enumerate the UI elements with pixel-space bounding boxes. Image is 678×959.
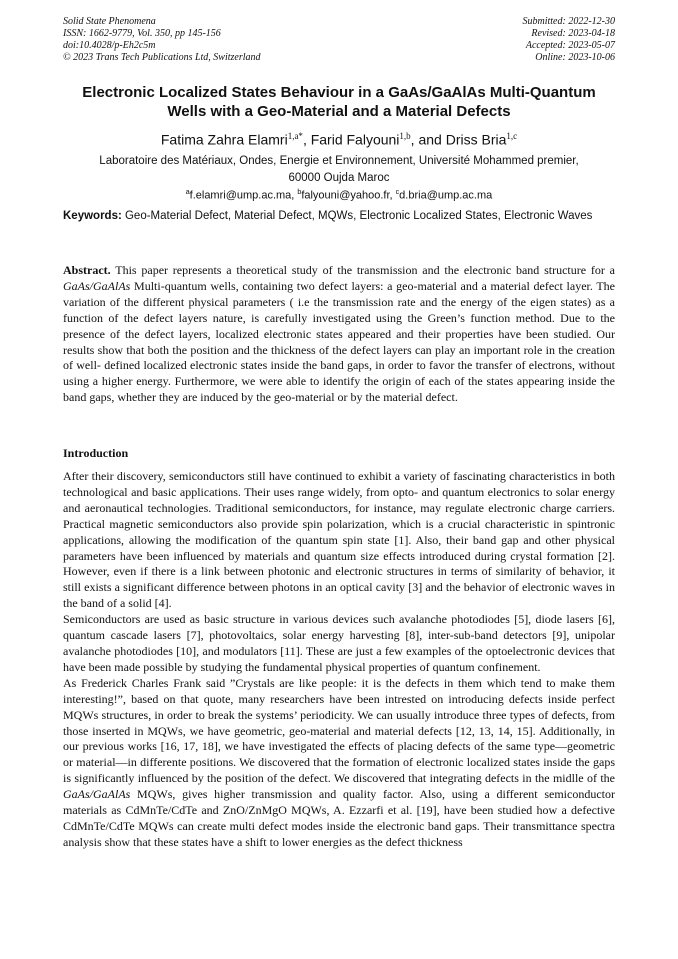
keywords-text: Geo-Material Defect, Material Defect, MQWs, Electronic Localized States, Electronic Waves: [121, 210, 593, 222]
journal-copyright: © 2023 Trans Tech Publications Ltd, Switzerland: [63, 52, 261, 63]
publication-dates: [523, 16, 616, 64]
affiliation-line-1: Laboratoire des Matériaux, Ondes, Energie et Environnement, Université Mohammed premier,: [99, 155, 579, 167]
email-link[interactable]: falyouni@yahoo.fr: [301, 189, 390, 202]
abstract-paragraph: [63, 263, 615, 406]
abstract-math: GaAs/GaAlAs: [63, 278, 131, 293]
email-mark: c: [395, 189, 400, 196]
intro-paragraph-3: [63, 676, 615, 851]
introduction: [63, 469, 615, 851]
journal-doi: doi:10.4028/p-Eh2c5m: [63, 40, 156, 51]
affiliation: [60, 153, 618, 187]
email-separator: ,: [291, 189, 298, 202]
author-list: [60, 127, 618, 149]
paper-title: [60, 83, 618, 121]
intro-paragraph-1: After their discovery, semiconductors still have continued to exhibit a variety of fascinating characteristics in both technological and basic applications. Their uses range widely, from opto- and quantum electronics to solar energy and aeronautical technologies. Traditional semiconductors, for instance, may regulate electronic charge carriers. Practical magnetic semiconductors also provide spin polarization, which is a crucial characteristic in spintronic applications, allowing the modification of the quantum spin state [1]. Also, their band gap and other physical parameters have been influenced by materials and quantum size effects introduced during crystal formation [2]. However, even if there is a link between photonic and electronic structures in terms of similarity of behavior, it still exists a significant difference between photons in an optical cavity [3] and the behavior of electronic waves in the band of a solid [4].: [63, 469, 615, 611]
author-name: Farid Falyouni: [310, 131, 400, 148]
author-name: Fatima Zahra Elamri: [160, 131, 288, 148]
date-submitted: Submitted: 2022-12-30: [522, 16, 615, 27]
email-mark: a: [185, 189, 190, 196]
abstract-label: Abstract.: [63, 263, 111, 277]
keywords: [63, 209, 615, 224]
email-mark: b: [297, 189, 302, 196]
abstract: [63, 263, 615, 406]
journal-info: [63, 16, 261, 64]
intro-text: MQWs, gives higher transmission and quality factor. Also, using a different semiconductor materials as CdMnTe/CdTe and ZnO/ZnMgO MQWs, A. Ezzarfi et al. [19], have been studied how a defective CdMnTe/CdTe MQWs can create multi defect modes inside the electronic band gaps. Their transmittance spectra analysis show that these states have a shift to lower energies as the defect thickness: [63, 787, 615, 849]
email-link[interactable]: d.bria@ump.ac.ma: [399, 189, 493, 202]
intro-text: As Frederick Charles Frank said ”Crystals are like people: it is the defects in them which tend to make them interesting!”, based on that quote, many researchers have been intrested on introducing defects inside perfect MQWs structures, in order to break the systems’ periodicity. We can usually introduce three types of defects, from those inserted in MQWs, we have geometric, geo-material and material defects [12, 13, 14, 15]. Additionally, in our previous works [16, 17, 18], we have investigated the effects of placing defects of the same type—geometric or material—in differente positions. We discovered that the formation of electronic localized states inside the gaps is significantly influenced by the position of the defect. We discovered that integrating defects in the midlle of the: [63, 675, 615, 786]
title-line-2: Wells with a Geo-Material and a Material Defects: [167, 103, 511, 120]
intro-math: GaAs/GaAlAs: [63, 787, 131, 802]
abstract-text: This paper represents a theoretical study of the transmission and the electronic band structure for a: [110, 263, 615, 277]
keywords-label: Keywords:: [63, 210, 122, 222]
author-emails: [60, 186, 618, 203]
author-name: Driss Bria: [445, 131, 507, 148]
date-revised: Revised: 2023-04-18: [531, 28, 615, 39]
intro-paragraph-2: Semiconductors are used as basic structure in various devices such avalanche photodiodes [5], diode lasers [6], quantum cascade lasers [7], photovoltaics, solar energy harvesting [8], inter-sub-band detectors [9], unipolar avalanche photodiodes [10], and modulators [11]. These are just a few examples of the optoelectronic devices that have been made possible by studying the fundamental physical properties of quantum confinement.: [63, 612, 615, 674]
author-affil-mark: 1,c: [506, 131, 518, 141]
journal-name: Solid State Phenomena: [63, 16, 156, 27]
date-accepted: Accepted: 2023-05-07: [525, 40, 615, 51]
date-online: Online: 2023-10-06: [535, 52, 615, 63]
abstract-text: Multi-quantum wells, containing two defect layers: a geo-material and a material defect layer. The variation of the different physical parameters ( i.e the transmission rate and the energy of the eigen states) as a function of the defect layers nature, is carefully investigated using the Green’s function method. Due to the presence of the defect layers, localized electronic states appeared and their properties have been studied. Our results show that both the position and the thickness of the defect layers can play an important role in the creation of well- defined localized electronic states inside the band gaps, in order to favor the transfer of electrons, without using a higher energy. Furthermore, we were able to identify the origin of each of the states appearing inside the band gaps, whether they are induced by the geo-material or by the material defect.: [63, 278, 615, 405]
affiliation-line-2: 60000 Oujda Maroc: [288, 172, 390, 184]
author-separator: , and: [410, 131, 446, 148]
section-heading: Introduction: [63, 446, 129, 460]
author-affil-mark: 1,a*: [287, 131, 303, 141]
author-affil-mark: 1,b: [399, 131, 411, 141]
email-link[interactable]: f.elamri@ump.ac.ma: [189, 189, 292, 202]
author-separator: ,: [302, 131, 311, 148]
journal-issn: ISSN: 1662-9779, Vol. 350, pp 145-156: [63, 28, 221, 39]
title-line-1: Electronic Localized States Behaviour in a GaAs/GaAlAs Multi-Quantum: [82, 84, 596, 101]
email-separator: ,: [389, 189, 396, 202]
